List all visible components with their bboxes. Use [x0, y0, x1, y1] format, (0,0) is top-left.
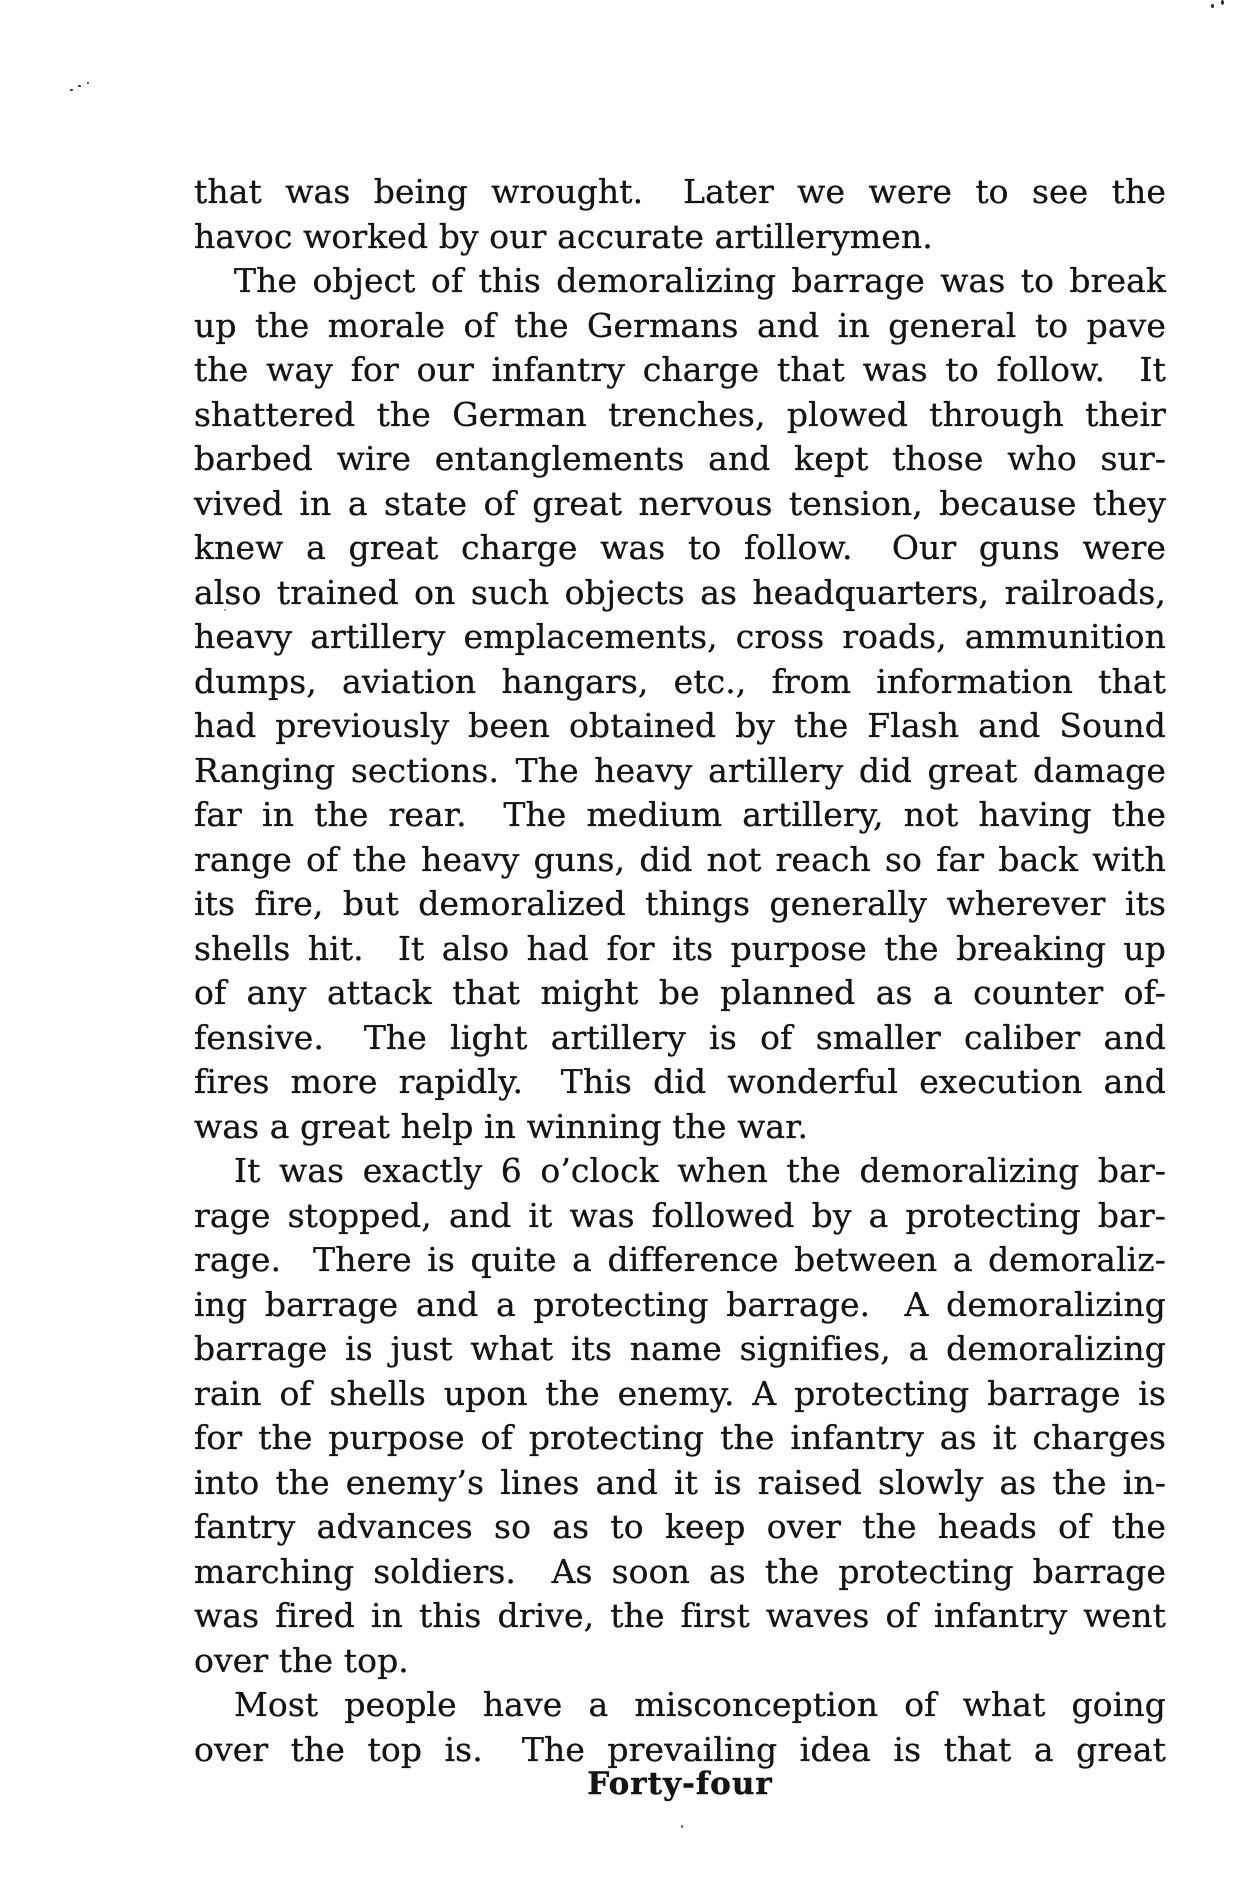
text-line: rain of shells upon the enemy. A protecting barrage is — [194, 1373, 1166, 1413]
text-line: into the enemy’s lines and it is raised slowly as the in- — [194, 1462, 1166, 1502]
text-line: ing barrage and a protecting barrage. A demoralizing — [194, 1284, 1166, 1324]
text-line: fensive. The light artillery is of smaller caliber and — [194, 1017, 1166, 1057]
text-line: havoc worked by our accurate artillerymen. — [194, 216, 933, 256]
page-text — [194, 170, 1166, 1772]
text-line: Most people have a misconception of what going — [234, 1685, 1166, 1724]
text-line: heavy artillery emplacements, cross roads, ammunition — [194, 617, 1166, 656]
text-line: that was being wrought. Later we were to see the — [194, 172, 1166, 211]
text-line: had previously been obtained by the Flash and Sound — [194, 706, 1166, 745]
text-line: over the top is. The prevailing idea is that a great — [194, 1729, 1166, 1769]
ink-speck — [1221, 0, 1224, 5]
text-line: the way for our infantry charge that was to follow. It — [194, 350, 1166, 389]
text-line: The object of this demoralizing barrage was to break — [234, 261, 1166, 300]
text-line: over the top. — [194, 1640, 409, 1680]
text-line: its fire, but demoralized things generally wherever its — [194, 884, 1166, 923]
ink-speck — [87, 82, 89, 84]
ink-speck — [681, 1825, 683, 1828]
text-line: shells hit. It also had for its purpose the breaking up — [194, 928, 1166, 968]
text-line: range of the heavy guns, did not reach so far back with — [194, 839, 1166, 879]
ink-speck — [70, 89, 73, 91]
page-number: Forty-four — [587, 1766, 773, 1802]
text-line: dumps, aviation hangars, etc., from information that — [194, 661, 1166, 701]
text-line: fantry advances so as to keep over the heads of the — [194, 1507, 1166, 1546]
text-line: for the purpose of protecting the infantry as it charges — [194, 1418, 1166, 1457]
text-line: was fired in this drive, the first waves of infantry went — [194, 1596, 1166, 1635]
ink-speck — [1211, 4, 1214, 8]
text-line: barrage is just what its name signifies, a demoralizing — [194, 1329, 1166, 1368]
text-line: vived in a state of great nervous tension, because they — [194, 483, 1166, 523]
text-line: far in the rear. The medium artillery, not having the — [194, 795, 1166, 834]
text-line: fires more rapidly. This did wonderful execution and — [194, 1062, 1166, 1101]
text-line: was a great help in winning the war. — [194, 1106, 809, 1146]
text-line: rage stopped, and it was followed by a protecting bar- — [194, 1195, 1166, 1235]
text-line: rage. There is quite a difference between a demoraliz- — [194, 1240, 1166, 1279]
text-line: barbed wire entanglements and kept those who sur- — [194, 439, 1166, 478]
ink-speck — [78, 85, 81, 87]
text-line: It was exactly 6 o’clock when the demoralizing bar- — [234, 1151, 1166, 1190]
text-line: Ranging sections. The heavy artillery did great damage — [194, 750, 1166, 790]
text-line: up the morale of the Germans and in general to pave — [194, 305, 1166, 345]
text-line: also trained on such objects as headquarters, railroads, — [194, 572, 1166, 612]
text-line: of any attack that might be planned as a counter of- — [194, 973, 1166, 1012]
text-line: shattered the German trenches, plowed through their — [194, 394, 1166, 434]
text-line: knew a great charge was to follow. Our guns were — [194, 528, 1166, 567]
text-line: marching soldiers. As soon as the protecting barrage — [194, 1551, 1166, 1591]
